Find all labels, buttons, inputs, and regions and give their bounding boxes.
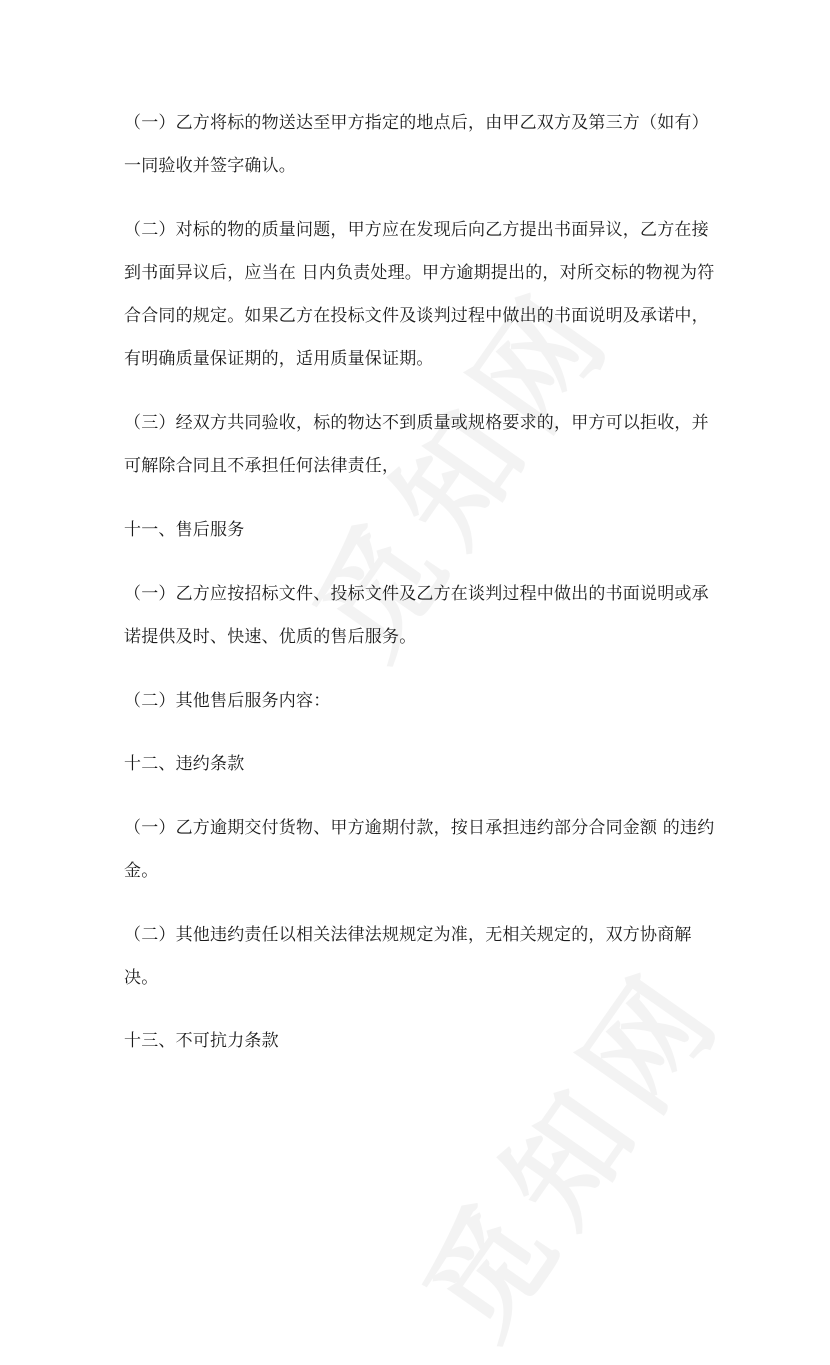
paragraph-line: （一）乙方将标的物送达至甲方指定的地点后，由甲乙双方及第三方（如有）	[124, 113, 709, 133]
section-heading: 十二、违约条款	[124, 754, 245, 774]
paragraph-line: 一同验收并签字确认。	[124, 156, 296, 176]
paragraph-line: （一）乙方逾期交付货物、甲方逾期付款，按日承担违约部分合同金额 的违约	[124, 818, 715, 838]
paragraph-line: 有明确质量保证期的，适用质量保证期。	[124, 349, 434, 369]
paragraph-line: （二）对标的物的质量问题，甲方应在发现后向乙方提出书面异议，乙方在接	[124, 220, 709, 240]
section-heading: 十三、不可抗力条款	[124, 1031, 279, 1051]
paragraph-line: 决。	[124, 968, 159, 988]
paragraph-line: （二）其他违约责任以相关法律法规规定为准，无相关规定的，双方协商解	[124, 925, 692, 945]
paragraph-line: 诺提供及时、快速、优质的售后服务。	[124, 627, 417, 647]
paragraph-line: （二）其他售后服务内容：	[124, 691, 331, 711]
paragraph-line: 合合同的规定。如果乙方在投标文件及谈判过程中做出的书面说明及承诺中，	[124, 306, 709, 326]
paragraph-line: 金。	[124, 861, 159, 881]
paragraph-line: （三）经双方共同验收，标的物达不到质量或规格要求的，甲方可以拒收，并	[124, 413, 709, 433]
paragraph-line: （一）乙方应按招标文件、投标文件及乙方在谈判过程中做出的书面说明或承	[124, 584, 709, 604]
paragraph-line: 到书面异议后，应当在 日内负责处理。甲方逾期提出的，对所交标的物视为符	[124, 263, 715, 283]
section-heading: 十一、售后服务	[124, 520, 245, 540]
paragraph-line: 可解除合同且不承担任何法律责任，	[124, 456, 400, 476]
watermark	[378, 927, 756, 1365]
